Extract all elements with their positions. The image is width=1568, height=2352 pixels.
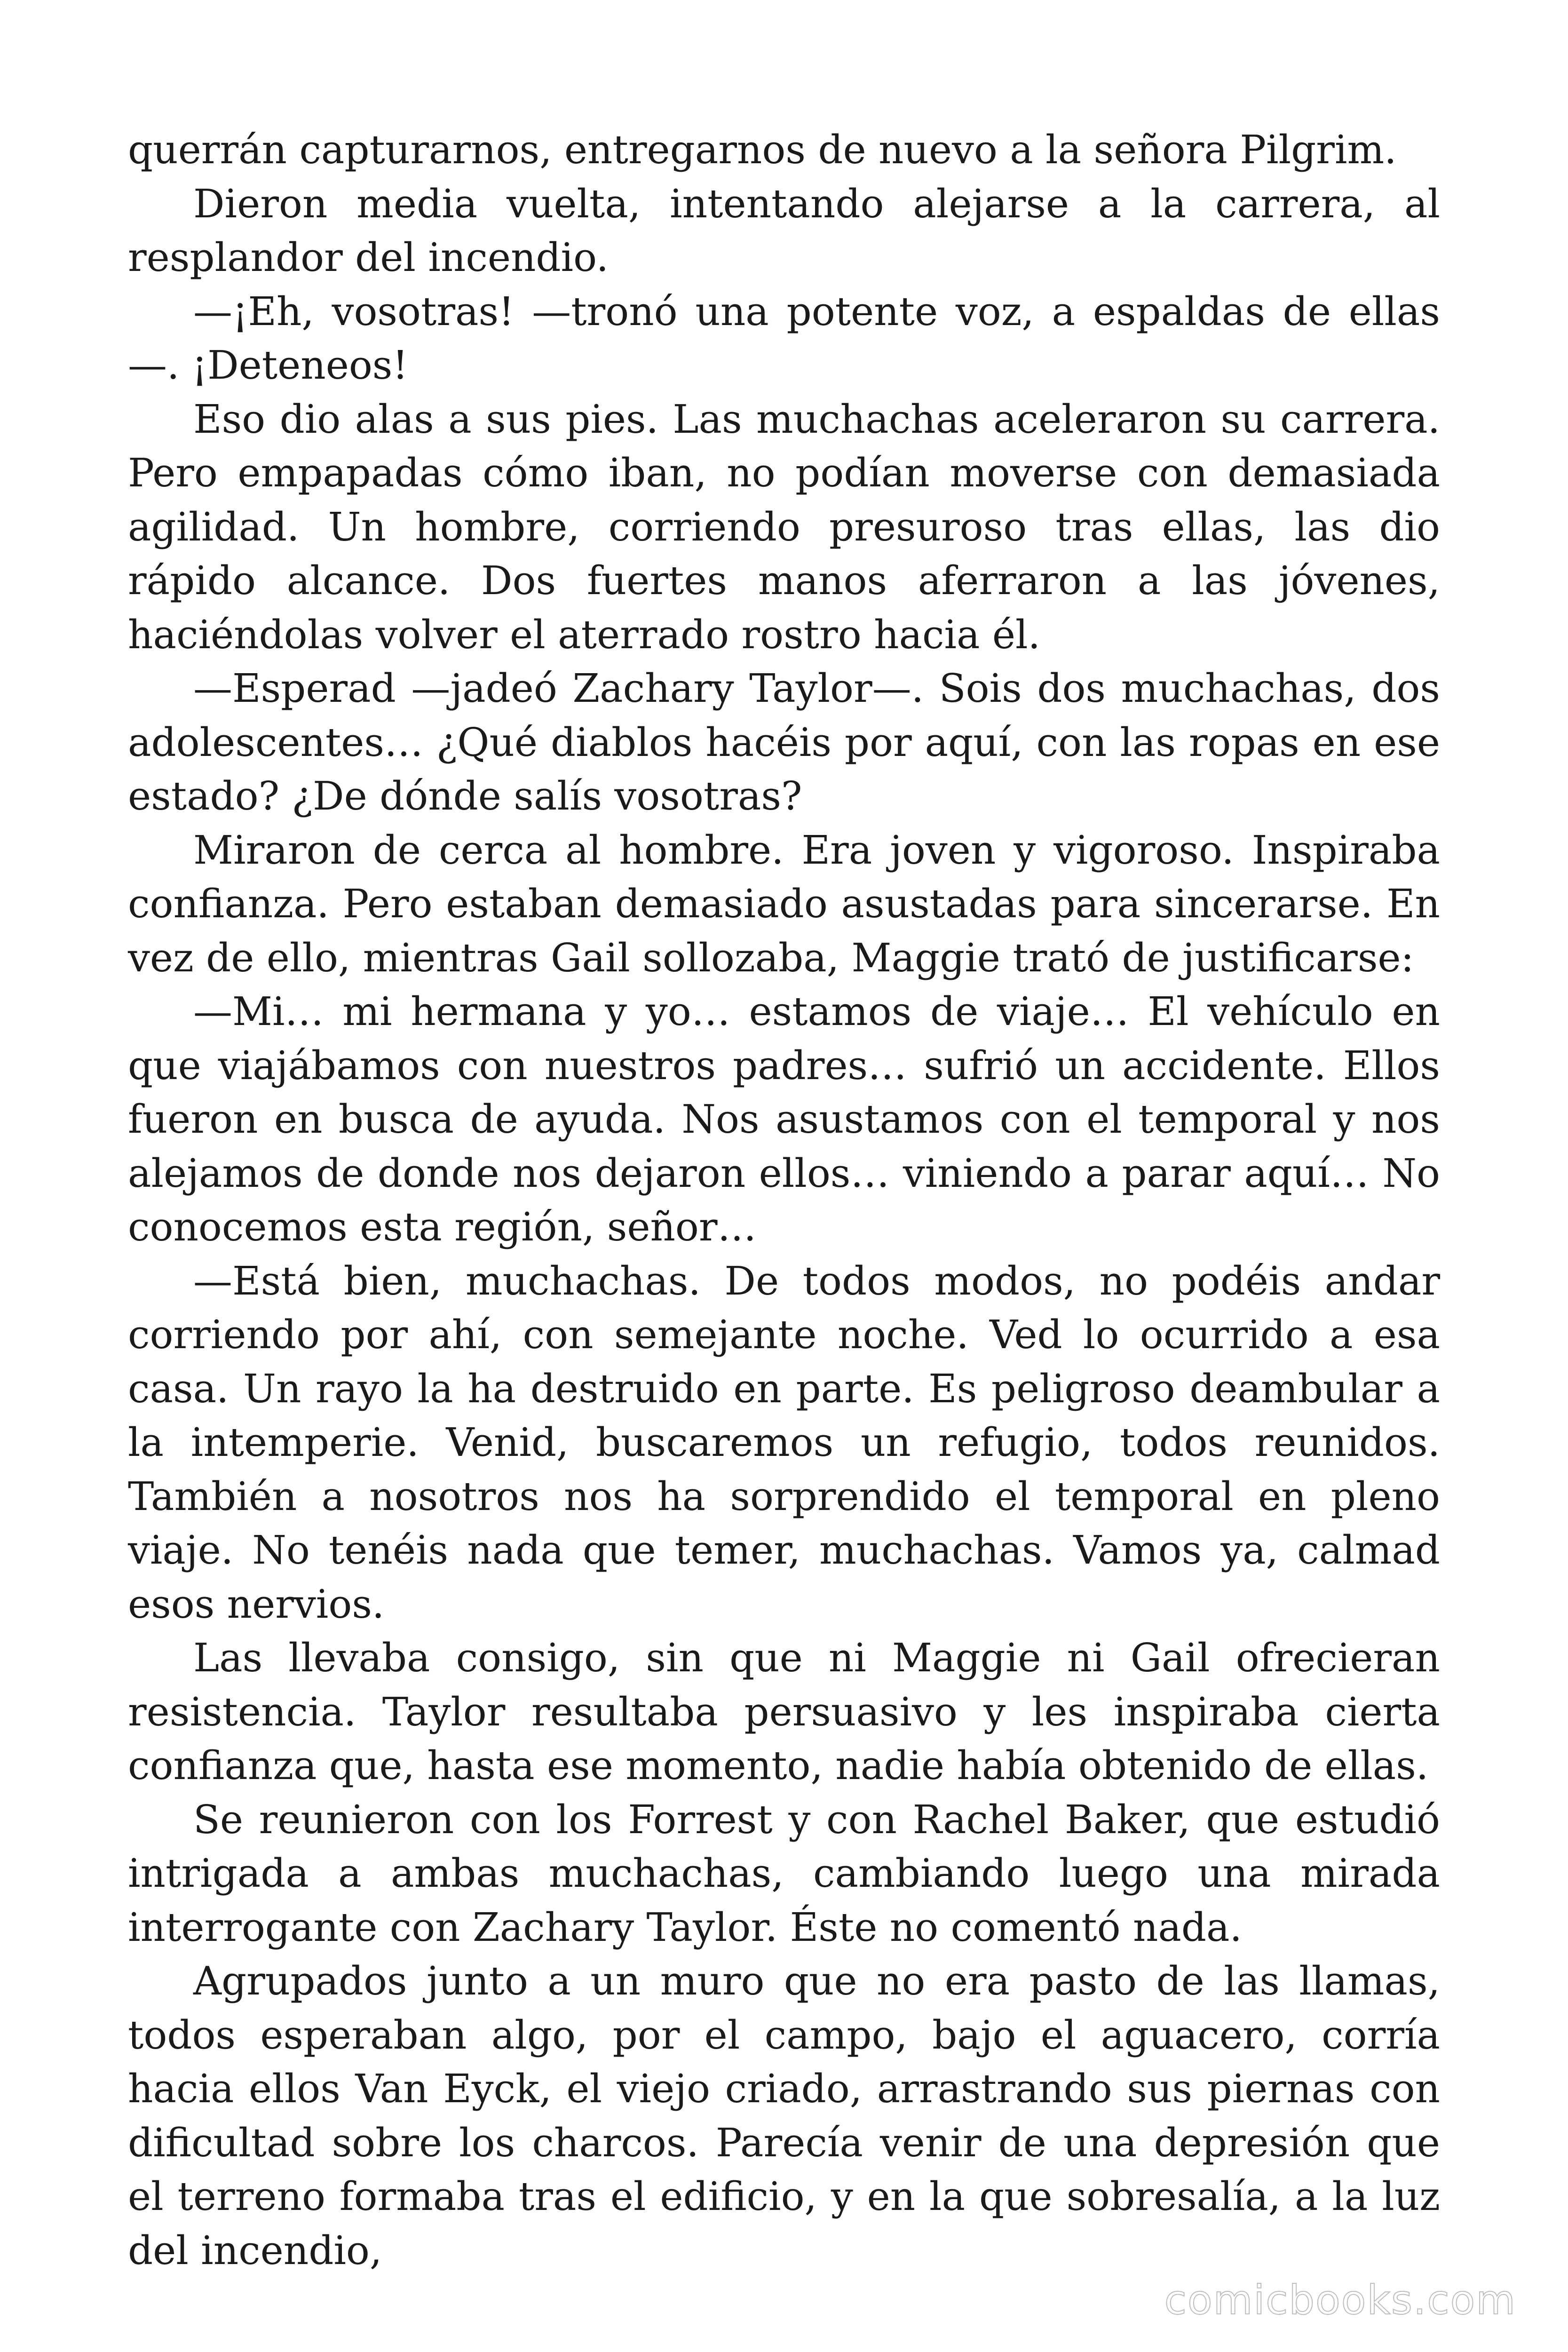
paragraph: Eso dio alas a sus pies. Las muchachas aceleraron su carrera. Pero empapadas cómo iban, no podían moverse con demasiada agilidad. Un hombre, corriendo presuroso tras ellas, las dio rápido alcance. Dos fuertes manos aferraron a las jóvenes, haciéndolas volver el aterrado rostro hacia él. — [128, 396, 1440, 658]
paragraph: Las llevaba consigo, sin que ni Maggie ni Gail ofrecieran resistencia. Taylor resultaba persuasivo y les inspiraba cierta confianza que, hasta ese momento, nadie había obtenido de ellas. — [128, 1635, 1440, 1788]
paragraph: —Está bien, muchachas. De todos modos, no podéis andar corriendo por ahí, con semejante noche. Ved lo ocurrido a esa casa. Un rayo la ha destruido en parte. Es peligroso deambular a la intemperie. Venid, buscaremos un refugio, todos reunidos. También a nosotros nos ha sorprendido el temporal en pleno viaje. No tenéis nada que temer, muchachas. Vamos ya, calmad esos nervios. — [128, 1258, 1440, 1627]
paragraph: Se reunieron con los Forrest y con Rachel Baker, que estudió intrigada a ambas muchachas, cambiando luego una mirada interrogante con Zachary Taylor. Éste no comentó nada. — [128, 1796, 1440, 1950]
paragraph: —Mi… mi hermana y yo… estamos de viaje… El vehículo en que viajábamos con nuestros padres… sufrió un accidente. Ellos fueron en busca de ayuda. Nos asustamos con el temporal y nos alejamos de donde nos dejaron ellos… viniendo a parar aquí… No conocemos esta región, señor… — [128, 989, 1440, 1250]
watermark: comicbooks.com — [1164, 2277, 1516, 2324]
body-text — [128, 123, 1440, 2278]
paragraph: —Esperad —jadeó Zachary Taylor—. Sois dos muchachas, dos adolescentes… ¿Qué diablos hacéis por aquí, con las ropas en ese estado? ¿De dónde salís vosotras? — [128, 666, 1440, 819]
paragraph-continuation: querrán capturarnos, entregarnos de nuevo a la señora Pilgrim. — [128, 127, 1397, 173]
paragraph: —¡Eh, vosotras! —tronó una potente voz, a espaldas de ellas—. ¡Deteneos! — [128, 288, 1440, 388]
paragraph: Miraron de cerca al hombre. Era joven y vigoroso. Inspiraba confianza. Pero estaban demasiado asustadas para sincerarse. En vez de ello, mientras Gail sollozaba, Maggie trató de justificarse: — [128, 827, 1440, 981]
paragraph: Dieron media vuelta, intentando alejarse a la carrera, al resplandor del incendio. — [128, 181, 1440, 280]
paragraph: Agrupados junto a un muro que no era pasto de las llamas, todos esperaban algo, por el campo, bajo el aguacero, corría hacia ellos Van Eyck, el viejo criado, arrastrando sus piernas con dificultad sobre los charcos. Parecía venir de una depresión que el terreno formaba tras el edificio, y en la que sobresalía, a la luz del incendio, — [128, 1958, 1440, 2273]
